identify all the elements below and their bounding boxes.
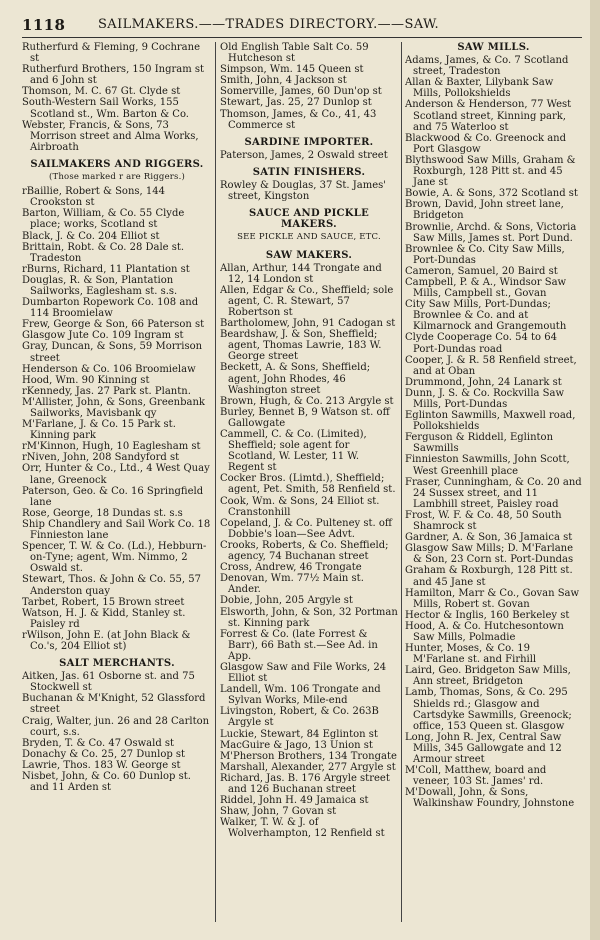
directory-entry: Webster, Francis, & Sons, 73 Morrison street and Alma Works, Airbroath (22, 119, 199, 153)
directory-entry: Cross, Andrew, 46 Trongate (220, 562, 362, 574)
col2-satin-list (220, 180, 398, 202)
directory-entry: Thomson, M. C. 67 Gt. Clyde st (22, 86, 181, 98)
section-title-sailmakers-riggers: SAILMAKERS AND RIGGERS. (30, 158, 204, 170)
directory-entry: Barton, William, & Co. 55 Clyde place; works, Scotland st (22, 208, 185, 231)
directory-entry: Black, J. & Co. 204 Elliot st (22, 230, 160, 242)
directory-entry: Rutherfurd Brothers, 150 Ingram st and 6 John st (22, 64, 205, 87)
page-header (22, 14, 582, 36)
directory-entry: Glasgow Saw and File Works, 24 Elliot st (220, 661, 387, 685)
directory-entry: Aitken, Jas. 61 Osborne st. and 75 Stockwell st (22, 671, 195, 694)
directory-entry: Brittain, Robt. & Co. 28 Dale st. Tradeston (22, 241, 185, 264)
directory-entry: Frost, W. F. & Co. 48, 50 South Shamrock st (405, 509, 562, 533)
directory-entry: Gardner, A. & Son, 36 Jamaica st (405, 532, 573, 544)
page-edge-shadow (590, 0, 600, 940)
directory-entry: Beardshaw, J. & Son, Sheffield; agent, Thomas Lawrie, 183 W. George street (220, 329, 382, 363)
directory-entry: rM'Kinnon, Hugh, 10 Eaglesham st (22, 441, 201, 453)
directory-entry: Dunn, J. S. & Co. Rockvilla Saw Mills, Port-Dundas (405, 387, 565, 410)
directory-entry: Rose, George, 18 Dundas st. s.s (22, 507, 183, 519)
directory-entry: Nisbet, John, & Co. 60 Dunlop st. and 11 Arden st (22, 771, 191, 794)
directory-entry: Cameron, Samuel, 20 Baird st (405, 265, 558, 277)
directory-entry: Ship Chandlery and Sail Work Co. 18 Finnieston lane (22, 518, 211, 542)
directory-entry: rNiven, John, 208 Sandyford st (22, 452, 180, 464)
directory-entry: Crooks, Roberts, & Co. Sheffield; agency, 74 Buchanan street (220, 539, 389, 563)
section-title-saw-makers: SAW MAKERS. (265, 249, 353, 261)
directory-entry: Brownlie, Archd. & Sons, Victoria Saw Mills, James st. Port Dund. (405, 221, 577, 244)
directory-entry: Fraser, Cunningham, & Co. 20 and 24 Sussex street, and 11 Lambhill street, Paisley road (405, 476, 582, 510)
directory-entry: MacGuire & Jago, 13 Union st (220, 739, 373, 751)
directory-entry: Hunter, Moses, & Co. 19 M'Farlane st. and Firhill (405, 643, 537, 666)
directory-entry: Cooper, J. & R. 58 Renfield street, and at Oban (405, 354, 577, 377)
directory-entry: Brown, Hugh, & Co. 213 Argyle st (220, 395, 394, 407)
directory-entry: Eglinton Sawmills, Maxwell road, Pollokshields (405, 410, 576, 433)
directory-entry: Ferguson & Riddell, Eglinton Sawmills (405, 432, 554, 455)
directory-entry: Livingston, Robert, & Co. 263B Argyle st (220, 706, 379, 729)
directory-entry: Lamb, Thomas, Sons, & Co. 295 Shields rd.; Glasgow and Cartsdyke Sawmills, Greenock; office, 153 Queen st. Glasgow (405, 687, 572, 732)
directory-entry: Hamilton, Marr & Co., Govan Saw Mills, Robert st. Govan (405, 587, 580, 610)
directory-entry: Dumbarton Ropework Co. 108 and 114 Broomielaw (22, 297, 199, 320)
column-1 (22, 42, 212, 932)
section-note-sauce: SEE PICKLE AND SAUCE, ETC. (237, 232, 381, 243)
directory-entry: Paterson, James, 2 Oswald street (220, 149, 388, 161)
directory-entry: Bartholomew, John, 91 Cadogan st (220, 318, 396, 330)
directory-entry: rWilson, John E. (at John Black & Co.'s, 204 Elliot st) (22, 629, 191, 652)
directory-entry: Rowley & Douglas, 37 St. James' street, Kingston (220, 180, 387, 203)
directory-entry: Marshall, Alexander, 277 Argyle st (220, 761, 396, 773)
column-2 (220, 42, 398, 932)
page-title: SAILMAKERS.——TRADES DIRECTORY.——SAW. (98, 17, 440, 32)
directory-entry: Cammell, C. & Co. (Limited), Sheffield; sole agent for Scotland, W. Lester, 11 W. Regent st (220, 429, 367, 474)
directory-entry: Cook, Wm. & Sons, 24 Elliot st. Cranstonhill (220, 495, 380, 518)
directory-entry: Douglas, R. & Son, Plantation Sailworks, Eaglesham st. s.s. (22, 274, 178, 297)
directory-entry: Drummond, John, 24 Lanark st (405, 376, 562, 388)
section-note-riggers: (Those marked r are Riggers.) (48, 172, 186, 183)
directory-entry: Burley, Bennet B, 9 Watson st. off Gallowgate (220, 406, 390, 429)
directory-entry: Buchanan & M'Knight, 52 Glassford street (22, 693, 206, 716)
directory-entry: M'Allister, John, & Sons, Greenbank Sailworks, Mavisbank qy (22, 396, 205, 419)
directory-entry: Simpson, Wm. 145 Queen st (220, 64, 364, 76)
directory-entry: Rutherfurd & Fleming, 9 Cochrane st (22, 42, 200, 65)
section-title-satin-finishers: SATIN FINISHERS. (252, 166, 366, 178)
directory-entry: Paterson, Geo. & Co. 16 Springfield lane (22, 485, 204, 508)
directory-entry: Allen, Edgar & Co., Sheffield; sole agent, C. R. Stewart, 57 Robertson st (220, 284, 394, 318)
directory-entry: Walker, T. W. & J. of Wolverhampton, 12 Renfield st (220, 817, 385, 840)
directory-entry: Dobie, John, 205 Argyle st (220, 595, 353, 607)
directory-entry: Cocker Bros. (Limtd.), Sheffield; agent, Pet. Smith, 58 Renfield st. (220, 473, 396, 496)
directory-entry: Luckie, Stewart, 84 Eglinton st (220, 728, 378, 740)
directory-entry: Campbell, P. & A., Windsor Saw Mills, Campbell st., Govan (405, 276, 567, 300)
directory-entry: Brownlee & Co. City Saw Mills, Port-Dundas (405, 243, 565, 266)
directory-entry: Brown, David, John street lane, Bridgeton (405, 199, 564, 222)
directory-entry: Shaw, John, 7 Govan st (220, 806, 337, 818)
directory-entry: South-Western Sail Works, 155 Scotland st., Wm. Barton & Co. (22, 97, 189, 120)
directory-entry: Spencer, T. W. & Co. (Ld.), Hebburn-on-Tyne; agent, Wm. Nimmo, 2 Oswald st. (22, 541, 207, 575)
directory-entry: Old English Table Salt Co. 59 Hutcheson st (220, 42, 369, 65)
directory-entry: Blythswood Saw Mills, Graham & Roxburgh, 128 Pitt st. and 45 Jane st (405, 154, 576, 189)
directory-entry: Beckett, A. & Sons, Sheffield; agent, John Rhodes, 46 Washington street (220, 362, 371, 396)
directory-entry: Frew, George & Son, 66 Paterson st (22, 319, 205, 331)
directory-entry: Lawrie, Thos. 183 W. George st (22, 759, 181, 771)
directory-entry: Hood, Wm. 90 Kinning st (22, 374, 150, 386)
directory-entry: Clyde Cooperage Co. 54 to 64 Port-Dundas road (405, 332, 557, 355)
col1-salt-list (22, 671, 212, 793)
directory-entry: Bryden, T. & Co. 47 Oswald st (22, 737, 175, 749)
directory-entry: Henderson & Co. 106 Broomielaw (22, 363, 196, 375)
directory-entry: rKennedy, Jas. 27 Park st. Plantn. (22, 385, 191, 397)
directory-entry: Craig, Walter, jun. 26 and 28 Carlton court, s.s. (22, 715, 210, 738)
section-title-saw-mills: SAW MILLS. (457, 42, 530, 53)
directory-entry: Orr, Hunter & Co., Ltd., 4 West Quay lane, Greenock (22, 463, 210, 486)
directory-entry: Tarbet, Robert, 15 Brown street (22, 596, 185, 608)
directory-entry: Glasgow Saw Mills; D. M'Farlane & Son, 23 Corn st. Port-Dundas (405, 543, 574, 566)
directory-entry: Hood, A. & Co. Hutchesontown Saw Mills, Polmadie (405, 620, 564, 643)
directory-entry: Richard, Jas. B. 176 Argyle street and 126 Buchanan street (220, 772, 390, 795)
directory-entry: Glasgow Jute Co. 109 Ingram st (22, 330, 184, 342)
col1-riggers-list (22, 186, 212, 652)
directory-entry: Landell, Wm. 106 Trongate and Sylvan Works, Mile-end (220, 684, 381, 707)
section-title-salt-merchants: SALT MERCHANTS. (59, 658, 175, 670)
section-title-sauce-pickle: SAUCE AND PICKLE MAKERS. (248, 208, 370, 231)
directory-entry: Bowie, A. & Sons, 372 Scotland st (405, 188, 578, 200)
col2-top-list (220, 42, 398, 131)
directory-entry: Adams, James, & Co. 7 Scotland street, Tradeston (405, 55, 569, 78)
directory-entry: M'Farlane, J. & Co. 15 Park st. Kinning park (22, 419, 176, 442)
page-number: 1118 (22, 16, 66, 34)
directory-entry: Stewart, Thos. & John & Co. 55, 57 Anderston quay (22, 574, 201, 597)
directory-entry: Hector & Inglis, 160 Berkeley st (405, 609, 570, 621)
directory-entry: M'Pherson Brothers, 134 Trongate (220, 750, 397, 762)
directory-entry: rBaillie, Robert & Sons, 144 Crookston st (22, 186, 165, 209)
directory-entry: Laird, Geo. Bridgeton Saw Mills, Ann street, Bridgeton (405, 665, 571, 688)
directory-entry: rBurns, Richard, 11 Plantation st (22, 263, 190, 275)
col1-top-list (22, 42, 212, 153)
directory-entry: Somerville, James, 60 Dun'op st (220, 86, 382, 98)
directory-entry: Forrest & Co. (late Forrest & Barr), 66 Bath st.—See Ad. in App. (220, 628, 378, 662)
col2-sardine-list (220, 150, 398, 161)
directory-entry: Copeland, J. & Co. Pulteney st. off Dobbie's loan—See Advt. (220, 517, 392, 540)
directory-entry: Watson, H. J. & Kidd, Stanley st. Paisley rd (22, 607, 186, 630)
directory-entry: Riddel, John H. 49 Jamaica st (220, 795, 369, 807)
directory-entry: Finnieston Sawmills, John Scott, West Greenhill place (405, 454, 570, 477)
directory-entry: M'Coll, Matthew, board and veneer, 103 St. James' rd. (405, 765, 547, 788)
directory-entry: Elsworth, John, & Son, 32 Portman st. Kinning park (220, 606, 398, 629)
col3-saw-mills-list (405, 55, 582, 809)
directory-entry: Graham & Roxburgh, 128 Pitt st. and 45 Jane st (405, 565, 573, 588)
directory-entry: Blackwood & Co. Greenock and Port Glasgow (405, 132, 566, 155)
directory-entry: Gray, Duncan, & Sons, 59 Morrison street (22, 341, 203, 364)
directory-entry: Anderson & Henderson, 77 West Scotland street, Kinning park, and 75 Waterloo st (405, 99, 572, 133)
directory-entry: Thomson, James, & Co., 41, 43 Commerce st (220, 108, 377, 131)
column-divider-1 (215, 42, 216, 922)
directory-entry: Long, John R. Jex, Central Saw Mills, 345 Gallowgate and 12 Armour street (405, 731, 562, 765)
col2-saw-makers-list (220, 263, 398, 840)
directory-entry: Allan & Baxter, Lilybank Saw Mills, Pollokshields (405, 77, 554, 100)
directory-entry: Donachy & Co. 25, 27 Dunlop st (22, 748, 186, 760)
directory-entry: M'Dowall, John, & Sons, Walkinshaw Foundry, Johnstone (405, 787, 575, 810)
header-rule (22, 37, 582, 38)
column-3 (405, 42, 582, 932)
directory-entry: Smith, John, 4 Jackson st (220, 75, 347, 87)
column-divider-2 (401, 42, 402, 922)
directory-entry: Stewart, Jas. 25, 27 Dunlop st (220, 97, 372, 109)
section-title-sardine-importer: SARDINE IMPORTER. (244, 136, 374, 148)
directory-entry: City Saw Mills, Port-Dundas; Brownlee & Co. and at Kilmarnock and Grangemouth (405, 299, 567, 333)
directory-entry: Allan, Arthur, 144 Trongate and 12, 14 London st (220, 262, 382, 285)
directory-entry: Denovan, Wm. 77½ Main st. Ander. (220, 573, 364, 596)
